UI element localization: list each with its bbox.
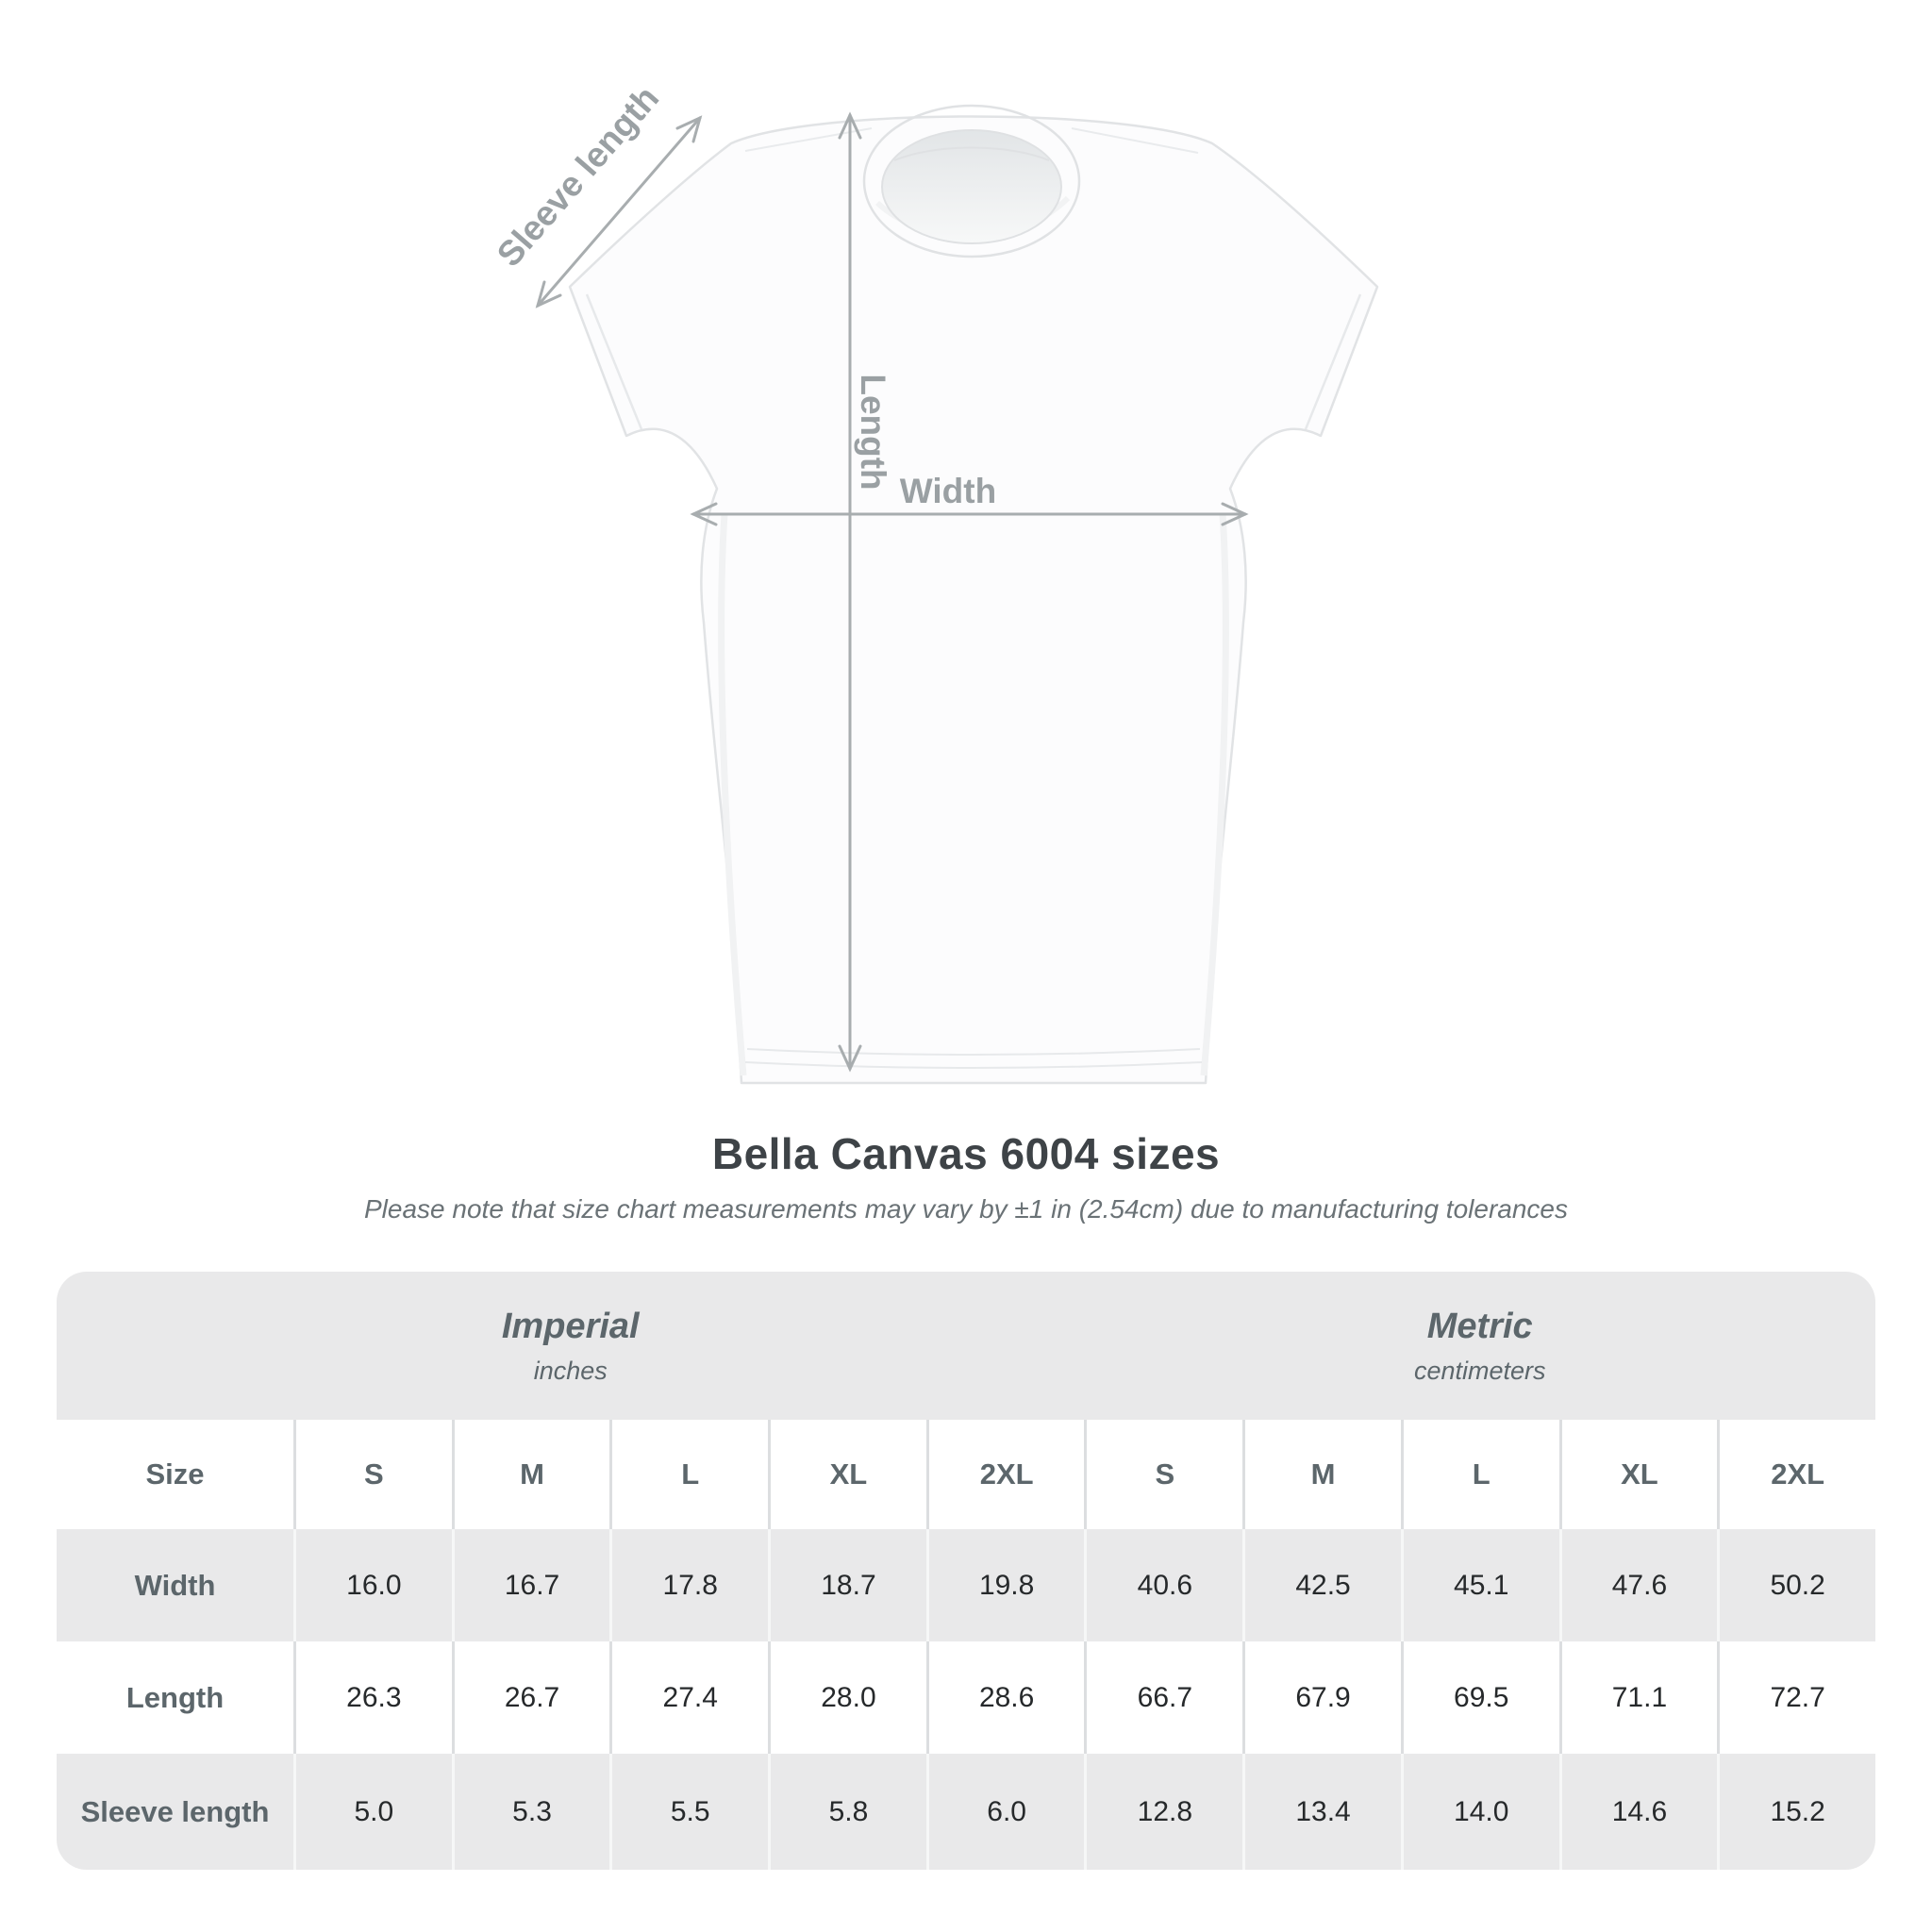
value-cell: 14.0 [1401,1754,1559,1870]
unit-group-imperial [57,1272,1084,1420]
value-cell: 12.8 [1084,1754,1242,1870]
tshirt-graphic [570,106,1377,1083]
value-cell: 26.7 [452,1641,610,1754]
col-header-2xl-metric: 2XL [1717,1420,1875,1529]
col-header-2xl-imperial: 2XL [926,1420,1085,1529]
value-cell: 26.3 [293,1641,452,1754]
sleeve-length-label: Sleeve length [489,78,667,275]
unit-group-imperial-unit: inches [533,1356,608,1385]
unit-group-metric-label: Metric [1426,1306,1533,1346]
value-cell: 28.6 [926,1641,1085,1754]
size-table [57,1272,1875,1870]
value-cell: 13.4 [1242,1754,1401,1870]
value-cell: 42.5 [1242,1529,1401,1641]
shirt-diagram-svg [377,57,1509,1141]
value-cell: 50.2 [1717,1529,1875,1641]
unit-group-metric-unit: centimeters [1413,1356,1546,1385]
col-header-m-imperial: M [452,1420,610,1529]
value-cell: 66.7 [1084,1641,1242,1754]
value-cell: 14.6 [1559,1754,1718,1870]
row-label-sleeve-length: Sleeve length [57,1754,293,1870]
value-cell: 16.7 [452,1529,610,1641]
row-label-length: Length [125,1680,225,1714]
value-cell: 16.0 [293,1529,452,1641]
col-header-size: Size [145,1457,205,1491]
value-cell: 69.5 [1401,1641,1559,1754]
col-header-s-imperial: S [293,1420,452,1529]
value-cell: 18.7 [768,1529,926,1641]
value-cell: 5.3 [452,1754,610,1870]
unit-group-metric [1084,1272,1875,1420]
unit-group-imperial-label: Imperial [501,1306,640,1346]
value-cell: 27.4 [609,1641,768,1754]
length-label: Length [854,374,892,491]
value-cell: 71.1 [1559,1641,1718,1754]
shirt-diagram [377,57,1509,1141]
col-header-l-imperial: L [609,1420,768,1529]
value-cell: 47.6 [1559,1529,1718,1641]
value-cell: 67.9 [1242,1641,1401,1754]
page-title: Bella Canvas 6004 sizes [711,1129,1221,1178]
page-subtitle: Please note that size chart measurements may vary by ±1 in (2.54cm) due to manufacturing tolerances [364,1194,1568,1224]
col-header-l-metric: L [1401,1420,1559,1529]
value-cell: 6.0 [926,1754,1085,1870]
value-cell: 72.7 [1717,1641,1875,1754]
value-cell: 5.8 [768,1754,926,1870]
col-header-s-metric: S [1084,1420,1242,1529]
value-cell: 40.6 [1084,1529,1242,1641]
value-cell: 45.1 [1401,1529,1559,1641]
value-cell: 28.0 [768,1641,926,1754]
width-label: Width [899,472,997,510]
value-cell: 19.8 [926,1529,1085,1641]
col-header-xl-imperial: XL [768,1420,926,1529]
row-label-width: Width [57,1529,293,1641]
col-header-m-metric: M [1242,1420,1401,1529]
value-cell: 5.5 [609,1754,768,1870]
value-cell: 15.2 [1717,1754,1875,1870]
value-cell: 17.8 [609,1529,768,1641]
value-cell: 5.0 [293,1754,452,1870]
col-header-xl-metric: XL [1559,1420,1718,1529]
